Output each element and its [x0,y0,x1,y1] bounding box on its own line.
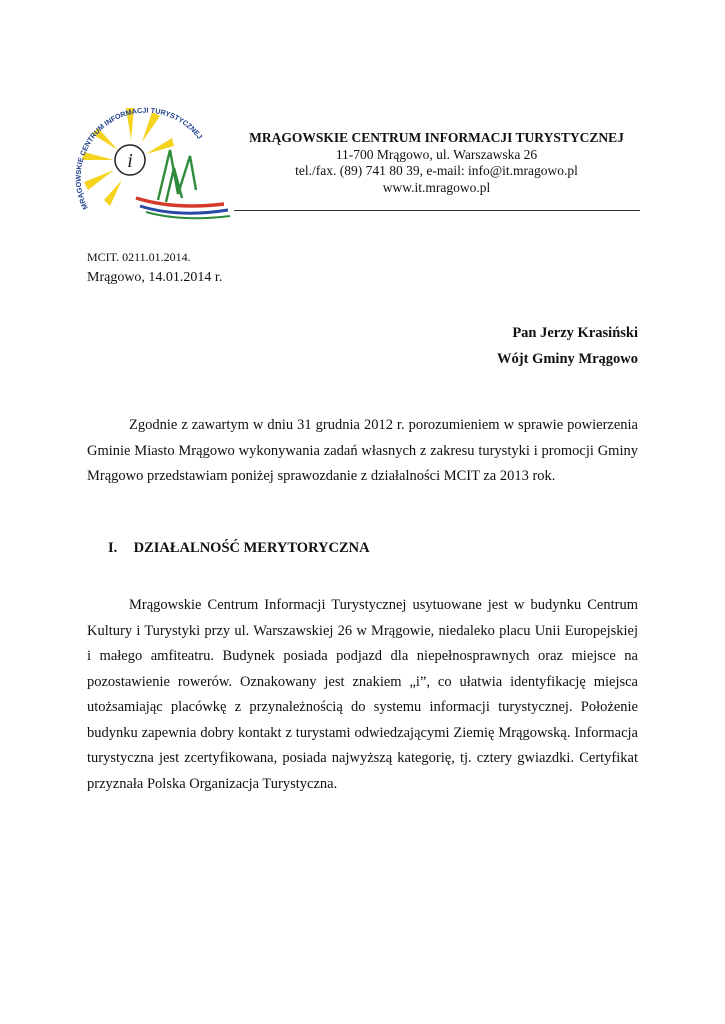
section-heading [108,540,370,557]
header-divider [234,210,640,211]
addressee-block [497,320,638,372]
organization-contact: tel./fax. (89) 741 80 39, e-mail: info@it.mragowo.pl [295,163,578,178]
addressee-title: Wójt Gminy Mrągowo [497,351,638,367]
letterhead [232,130,641,196]
place-date: Mrągowo, 14.01.2014 r. [87,270,223,285]
organization-name: MRĄGOWSKIE CENTRUM INFORMACJI TURYSTYCZNEJ [249,130,624,145]
section-paragraph [87,593,638,797]
addressee-name: Pan Jerzy Krasiński [512,325,638,341]
sail-waves [158,150,196,202]
organization-address: 11-700 Mrągowo, ul. Warszawska 26 [335,146,538,162]
section-number: I. [108,540,118,556]
organization-website: www.it.mragowo.pl [382,179,491,195]
info-icon: i [127,150,133,172]
logo-arc-text: MRĄGOWSKIE CENTRUM INFORMACJI TURYSTYCZNEJ [74,105,205,212]
intro-paragraph-text: Zgodnie z zawartym w dniu 31 grudnia 2012 r. porozumieniem w sprawie powierzenia Gminie Miasto Mrągowo wykonywania zadań własnych z zakresu turystyki i promocji Gminy Mrągowo przedstawiam poniżej sprawozdanie z działalności MCIT za 2013 rok. [87,417,638,484]
organization-logo [74,98,234,228]
boat-hull-red [136,198,224,206]
reference-number: MCIT. 0211.01.2014. [87,250,191,264]
intro-paragraph [87,413,638,490]
section-title: DZIAŁALNOŚĆ MERYTORYCZNA [133,540,370,556]
section-paragraph-text: Mrągowskie Centrum Informacji Turystycznej usytuowane jest w budynku Centrum Kultury i Turystyki przy ul. Warszawskiej 26 w Mrągowie, niedaleko placu Unii Europejskiej i małego amfiteatru. Budynek posiada podjazd dla niepełnosprawnych oraz miejsce na pozostawienie rowerów. Oznakowany jest znakiem „i”, co ułatwia identyfikację miejsca utożsamiając placówkę z przynależnością do systemu informacji turystycznej. Położenie budynku zapewnia dobry kontakt z turystami odwiedzającymi Ziemię Mrągowską. Informacja turystyczna jest zcertyfikowana, posiada najwyższą kategorię, tj. cztery gwiazdki. Certyfikat przyznała Polska Organizacja Turystyczna. [87,597,638,792]
